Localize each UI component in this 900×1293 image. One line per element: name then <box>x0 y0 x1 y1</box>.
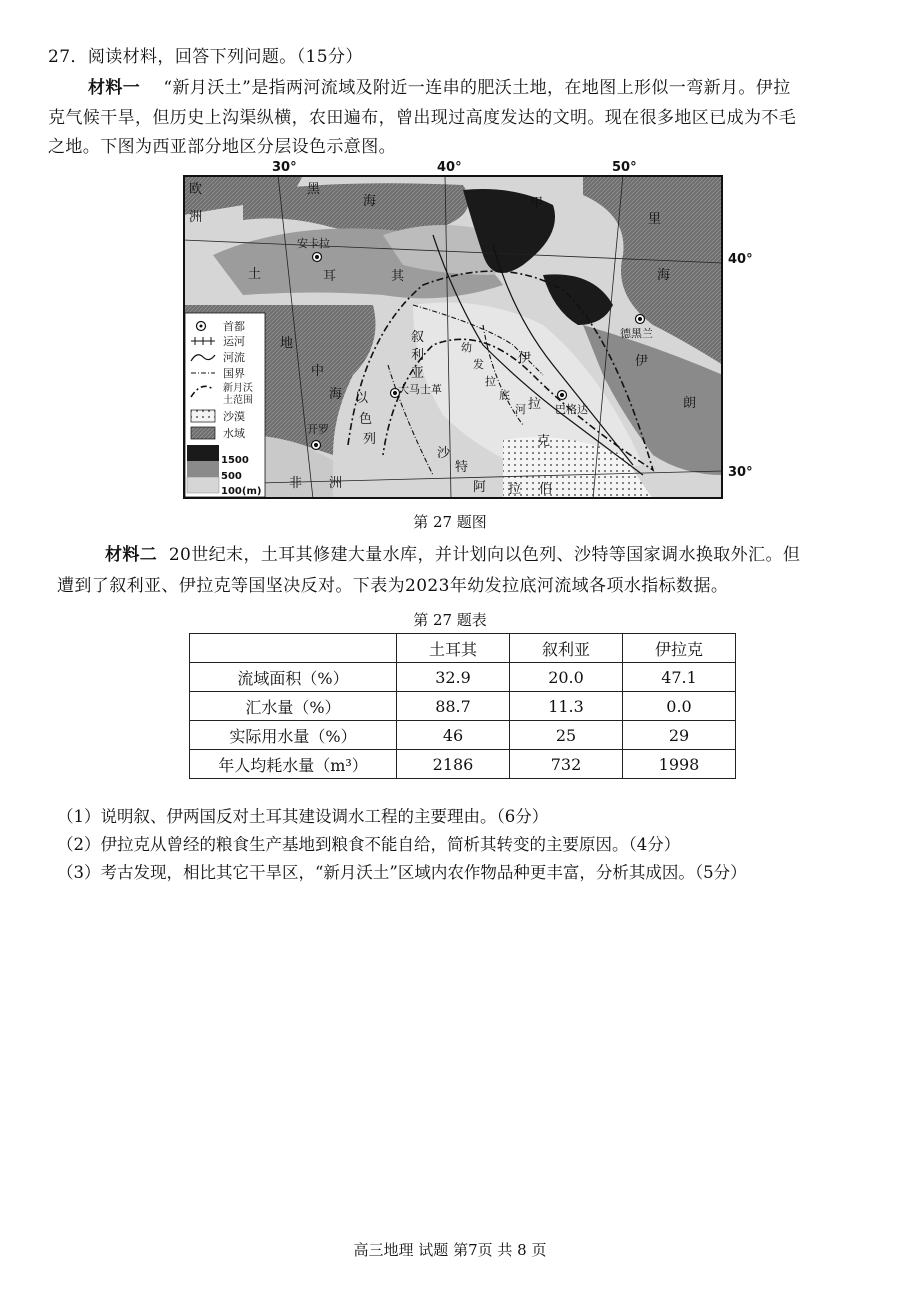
label-euphrates-4: 底 <box>499 389 510 402</box>
table-cell: 20.0 <box>510 663 623 692</box>
table-cell: 88.7 <box>397 692 510 721</box>
label-euphrates-1: 幼 <box>461 341 472 354</box>
label-saudi-1: 沙 <box>437 446 451 461</box>
label-caspian-3: 海 <box>657 268 671 283</box>
label-baghdad: 巴格达 <box>555 403 588 416</box>
label-black-sea-2: 海 <box>363 194 377 209</box>
table-cell: 11.3 <box>510 692 623 721</box>
legend-elev1-swatch <box>187 445 219 461</box>
legend-canal-icon <box>191 337 215 345</box>
legend-crescent-2: 土范围 <box>223 395 253 406</box>
capital-ankara <box>313 253 322 262</box>
label-iran-2: 朗 <box>683 396 697 411</box>
label-euphrates-2: 发 <box>473 358 484 371</box>
legend-crescent-1: 新月沃 <box>223 383 253 394</box>
table-header-turkey: 土耳其 <box>397 634 510 663</box>
label-iran-1: 伊 <box>635 354 649 369</box>
table-header-row <box>190 634 736 663</box>
legend-canal: 运河 <box>223 335 245 348</box>
legend-border: 国界 <box>223 367 245 380</box>
label-black-sea-1: 黑 <box>307 182 321 197</box>
label-europe-1: 欧 <box>189 182 203 197</box>
subquestion-3: （3）考古发现，相比其它干旱区，“新月沃土”区域内农作物品种更丰富，分析其成因。（5分） <box>57 863 747 882</box>
label-syria-1: 叙 <box>411 330 425 345</box>
label-caspian-1: 甲 <box>530 196 544 211</box>
label-israel-1: 以 <box>355 391 369 406</box>
label-turkey-1: 土 <box>248 267 262 282</box>
label-caspian-2: 里 <box>648 212 662 227</box>
label-euphrates-5: 河 <box>515 403 526 416</box>
capital-baghdad <box>558 391 567 400</box>
table-cell: 46 <box>397 721 510 750</box>
table-cell: 29 <box>623 721 736 750</box>
material1-label: 材料一 <box>88 78 141 98</box>
capital-cairo <box>312 441 321 450</box>
label-iraq-2: 拉 <box>528 397 542 412</box>
label-cairo: 开罗 <box>307 423 329 436</box>
label-turkey-2: 耳 <box>323 269 337 284</box>
material2-line1 <box>105 542 800 568</box>
table-cell: 32.9 <box>397 663 510 692</box>
table-cell: 0.0 <box>623 692 736 721</box>
table-row <box>190 750 736 779</box>
table-row <box>190 721 736 750</box>
lon-label-50: 50° <box>612 160 637 175</box>
label-ankara: 安卡拉 <box>297 237 330 250</box>
material1-text1: “新月沃土”是指两河流域及附近一连串的肥沃土地，在地图上形似一弯新月。伊拉 <box>163 78 791 98</box>
table-row <box>190 663 736 692</box>
label-mediterranean-1: 地 <box>280 336 294 351</box>
material1-line1 <box>88 75 791 101</box>
table-row <box>190 692 736 721</box>
label-israel-2: 色 <box>359 412 373 427</box>
label-saudi-5: 伯 <box>539 482 553 497</box>
legend-elev3: 100(m) <box>221 486 262 497</box>
row-label: 年人均耗水量（m³） <box>190 750 397 779</box>
label-saudi-2: 特 <box>455 460 469 475</box>
label-mediterranean-2: 中 <box>311 364 325 379</box>
label-saudi-4: 拉 <box>508 482 522 497</box>
label-africa-2: 洲 <box>329 476 343 491</box>
legend-desert: 沙漠 <box>223 410 245 423</box>
table-cell: 1998 <box>623 750 736 779</box>
page-footer: 高三地理 试题 第7页 共 8 页 <box>353 1241 547 1259</box>
table-cell: 25 <box>510 721 623 750</box>
label-syria-2: 利 <box>411 348 425 363</box>
capital-tehran <box>636 315 645 324</box>
subquestion-1: （1）说明叙、伊两国反对土耳其建设调水工程的主要理由。（6分） <box>57 807 549 826</box>
legend-river: 河流 <box>223 351 245 364</box>
label-europe-2: 洲 <box>189 210 203 225</box>
table-header-syria: 叙利亚 <box>510 634 623 663</box>
label-tehran: 德黑兰 <box>620 327 653 340</box>
table-cell: 47.1 <box>623 663 736 692</box>
map-legend <box>185 313 265 497</box>
row-label: 实际用水量（%） <box>190 721 397 750</box>
lat-label-30: 30° <box>728 465 753 480</box>
material2-line2: 遭到了叙利亚、伊拉克等国坚决反对。下表为2023年幼发拉底河流域各项水指标数据。 <box>57 576 729 596</box>
label-africa-1: 非 <box>289 476 303 491</box>
row-label: 流域面积（%） <box>190 663 397 692</box>
legend-elev3-swatch <box>187 477 219 493</box>
row-label: 汇水量（%） <box>190 692 397 721</box>
label-mediterranean-3: 海 <box>329 387 343 402</box>
label-iraq-1: 伊 <box>518 351 532 366</box>
table-cell: 732 <box>510 750 623 779</box>
label-damascus: 大马士革 <box>398 383 442 396</box>
figure-caption: 第 27 题图 <box>413 513 487 531</box>
legend-desert-icon <box>191 410 215 422</box>
material1-line3: 之地。下图为西亚部分地区分层设色示意图。 <box>48 137 396 157</box>
table-cell: 2186 <box>397 750 510 779</box>
west-asia-map <box>183 175 723 499</box>
legend-capital: 首都 <box>223 320 245 333</box>
material2-label: 材料二 <box>105 545 158 565</box>
label-euphrates-3: 拉 <box>485 375 496 388</box>
label-turkey-3: 其 <box>391 269 405 284</box>
water-indicator-table <box>189 633 736 779</box>
legend-water-icon <box>191 427 215 439</box>
table-header-blank <box>190 634 397 663</box>
label-israel-3: 列 <box>363 432 377 447</box>
label-syria-3: 亚 <box>411 366 425 381</box>
lon-label-30: 30° <box>272 160 297 175</box>
label-saudi-3: 阿 <box>473 480 487 495</box>
material2-text1: 20世纪末，土耳其修建大量水库，并计划向以色列、沙特等国家调水换取外汇。但 <box>168 545 801 565</box>
lon-label-40: 40° <box>437 160 462 175</box>
question-header: 27．阅读材料，回答下列问题。（15分） <box>48 47 363 67</box>
table-caption: 第 27 题表 <box>413 611 487 629</box>
material1-line2: 克气候干旱，但历史上沟渠纵横，农田遍布，曾出现过高度发达的文明。现在很多地区已成为不毛 <box>48 108 797 128</box>
legend-elev2-swatch <box>187 461 219 477</box>
legend-water: 水域 <box>223 427 245 440</box>
label-iraq-3: 克 <box>537 434 551 449</box>
lat-label-40: 40° <box>728 252 753 267</box>
legend-elev1: 1500 <box>221 455 249 466</box>
legend-elev2: 500 <box>221 471 242 482</box>
table-header-iraq: 伊拉克 <box>623 634 736 663</box>
subquestion-2: （2）伊拉克从曾经的粮食生产基地到粮食不能自给，简析其转变的主要原因。（4分） <box>57 835 681 854</box>
